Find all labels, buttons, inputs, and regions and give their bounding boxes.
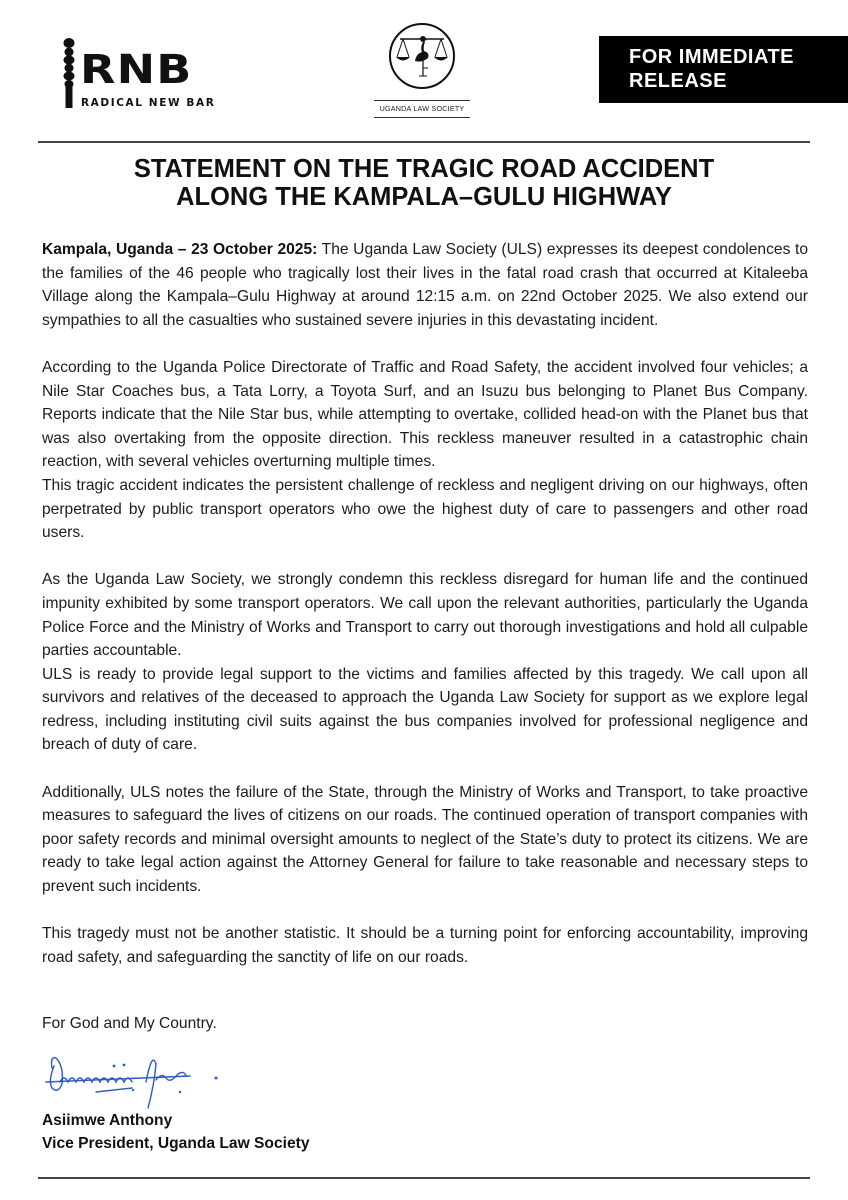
paragraph-condemnation: As the Uganda Law Society, we strongly condemn this reckless disregard for human life and the continued impunity exhibited by some transport operators. We call upon the relevant authorities, particularly the Uganda Police Force and the Ministry of Works and Transport to carry out thorough investigations and hold all culpable parties accountable. [42,571,808,660]
dateline: Kampala, Uganda – 23 October 2025: [42,241,318,258]
release-badge-line2: RELEASE [629,70,727,92]
title-line-2: ALONG THE KAMPALA–GULU HIGHWAY [176,183,672,211]
paragraph-persistent-challenge: This tragic accident indicates the persistent challenge of reckless and negligent driving on our highways, often perpetrated by public transport operators who owe the highest duty of care to passengers and other road users. [42,476,808,542]
scales-crane-emblem-icon [388,22,456,90]
release-badge-line1: FOR IMMEDIATE [629,46,795,68]
paragraph-intro [42,238,808,332]
paragraph-text: The Uganda Law Society (ULS) expresses its deepest condolences to the families of the 46 people who tragically lost their lives in the fatal road crash that occurred at Kitaleeba Village along the Kampala–Gulu Highway at around 12:15 a.m. on 22nd October 2025. We also extend our sympathies to all the casualties who sustained severe injuries in this devastating incident. [42,241,808,329]
title-line-1: STATEMENT ON THE TRAGIC ROAD ACCIDENT [133,155,715,183]
uls-logo [374,20,470,124]
paragraph-accident-details: According to the Uganda Police Directorate of Traffic and Road Safety, the accident involved four vehicles; a Nile Star Coaches bus, a Tata Lorry, a Toyota Surf, and an Isuzu bus belonging to Planet Bus Company. Reports indicate that the Nile Star bus, while attempting to overtake, collided head-on with the Planet bus that was also overtaking from the opposite direction. This reckless maneuver resulted in a catastrophic chain reaction, with several vehicles overturning multiple times. [42,358,808,471]
header-divider [38,141,810,143]
uls-rule-bottom [374,117,470,118]
release-badge [599,36,848,103]
rnb-logo [60,38,216,110]
paragraph-legal-support: ULS is ready to provide legal support to the victims and families affected by this tragedy. We call upon all survivors and relatives of the deceased to approach the Uganda Law Society for support as we explore legal redress, including instituting civil suits against the bus companies involved for professional negligence and breach of duty of care. [42,665,808,754]
rnb-wordmark: RNB [80,47,193,93]
footer-divider [38,1177,810,1179]
closing-motto: For God and My Country. [42,1015,217,1032]
statement-body [42,238,808,969]
uls-label: UGANDA LAW SOCIETY [379,104,465,113]
paragraph-conclusion: This tragedy must not be another statistic. It should be a turning point for enforcing accountability, improving road safety, and safeguarding the sanctity of life on our roads. [42,925,808,966]
uls-rule-top [374,100,470,101]
page-title [0,155,848,211]
paragraph-state-failure: Additionally, ULS notes the failure of the State, through the Ministry of Works and Transport, to take proactive measures to safeguard the lives of citizens on our roads. The continued operation of transport companies with poor safety records and minimal oversight amounts to neglect of the State’s duty to protect its citizens. We are ready to take legal action against the Attorney General for failure to take reasonable and necessary steps to prevent such incidents. [42,783,808,896]
signature-icon [40,1046,220,1116]
rnb-tagline: RADICAL NEW BAR [81,97,216,109]
staff-icon [62,38,76,108]
signer-name: Asiimwe Anthony [42,1112,173,1129]
signer-title: Vice President, Uganda Law Society [42,1135,310,1152]
